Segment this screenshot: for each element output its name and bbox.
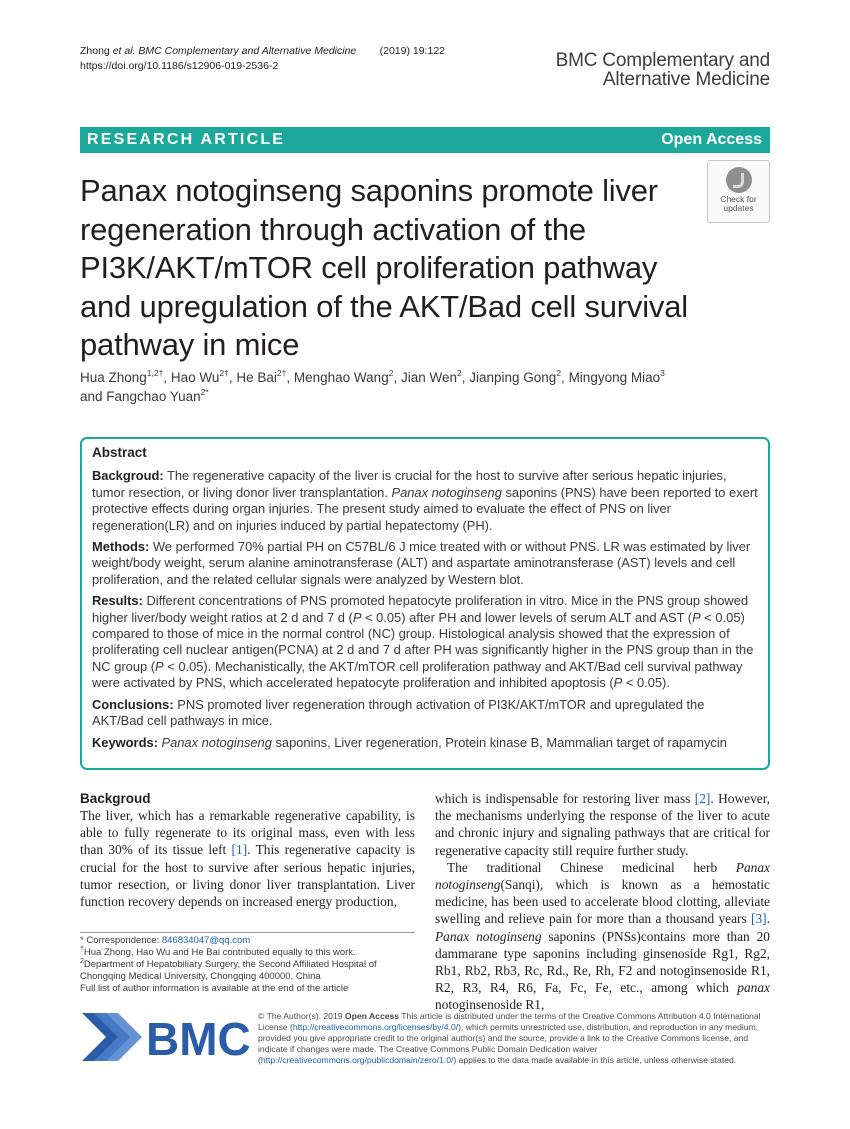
body-right-column bbox=[435, 790, 770, 1014]
journal-name-line2: Alternative Medicine bbox=[602, 69, 770, 90]
author[interactable]: Jianping Gong$^2$ bbox=[469, 368, 562, 385]
equal-contribution-note: †Hua Zhong, Hao Wu and He Bai contributed equally to this work. bbox=[80, 946, 356, 958]
article-type-banner bbox=[80, 127, 770, 153]
citation-ref[interactable]: [1] bbox=[231, 842, 248, 858]
doi-link[interactable]: https://doi.org/10.1186/s12906-019-2536-2 bbox=[80, 60, 279, 72]
author[interactable]: Hua Zhong$^{1,2\dagger}$ bbox=[80, 368, 164, 385]
footnote-divider bbox=[80, 932, 415, 933]
abstract-heading: Abstract bbox=[92, 445, 147, 460]
bmc-logo-text: BMC bbox=[146, 1013, 251, 1065]
abstract-conclusions: Conclusions: PNS promoted liver regeneration through activation of PI3K/AKT/mTOR and upregulated the AKT/Bad cell pathways in mice. bbox=[92, 696, 705, 729]
author[interactable]: Fangchao Yuan$^{2*}$ bbox=[106, 387, 209, 404]
author[interactable]: He Bai$^{2\dagger}$ bbox=[236, 368, 287, 385]
citation-etal: et al. bbox=[112, 45, 136, 57]
check-updates-line1: Check for bbox=[720, 194, 757, 204]
abstract-methods: Methods: We performed 70% partial PH on C57BL/6 J mice treated with or without PNS. LR was estimated by liver weight/body weight, serum alanine aminotransferase (ALT) and aspartate aminotransferase (AST) levels and cell proliferation, and the related cellular signals were analyzed by Western blot. bbox=[92, 539, 751, 587]
author[interactable]: Jian Wen$^2$ bbox=[400, 368, 462, 385]
citation-line bbox=[80, 44, 445, 59]
citation-ref[interactable]: [2] bbox=[694, 791, 711, 806]
abstract-background: Backgroud: The regenerative capacity of the liver is crucial for the host to survive after serious hepatic injuries, tumor resection, or living donor liver transplantation. Panax notoginseng saponins (PNS) have been reported to exert protective effects during organ injuries. The present study aimed to evaluate the effect of PNS on liver regeneration(LR) and on injuries induced by partial hepatectomy (PH). bbox=[92, 468, 758, 533]
section-heading-background: Backgroud bbox=[80, 791, 151, 806]
footnotes bbox=[80, 935, 415, 995]
correspondence-email[interactable]: 846834047@qq.com bbox=[161, 935, 251, 946]
body-paragraph: The traditional Chinese medicinal herb Panax notoginseng(Sanqi), which is known as a hemostatic medicine, has been used to accelerate blood clotting, alleviate swelling and relieve pain for more than a thousand years [3]. Panax notoginseng saponins (PNSs)contains more than 20 dammarane type saponins including ginsenoside Rg1, Rg2, Rb1, Rb2, Rb3, Rc, Rd., Re, Rh, F2 and notoginsenoside R1, R2, R3, R4, R6, Fa, Fc, Fe, etc., among which panax notoginsenoside R1, bbox=[435, 859, 770, 1013]
author-separator: and bbox=[80, 389, 107, 404]
citation-ref[interactable]: [3] bbox=[751, 911, 767, 927]
citation-journal: BMC Complementary and Alternative Medicine bbox=[135, 45, 357, 57]
cc-zero-link[interactable]: http://creativecommons.org/publicdomain/zero/1.0/ bbox=[260, 1055, 454, 1065]
affiliation-note: $^2$Department of Hepatobiliary Surgery, the Second Affiliated Hospital of Chongqing Medical University, Chongqing 400000, China bbox=[80, 958, 377, 982]
citation-authors: Zhong bbox=[80, 45, 113, 57]
body-paragraph: which is indispensable for restoring liver mass [2]. However, the mechanisms underlying the response of the liver to acute and chronic injury and signaling pathways that are critical for regenerative capacity still require further study. bbox=[435, 791, 770, 858]
abstract-box bbox=[80, 437, 770, 770]
article-title: Panax notoginseng saponins promote liver regeneration through activation of the PI3K/AKT/mTOR cell proliferation pathway and upregulation of the AKT/Bad cell survival pathway in mice bbox=[80, 173, 688, 362]
bmc-logo bbox=[80, 1005, 251, 1065]
check-updates-icon bbox=[726, 167, 752, 193]
cc-by-license-link[interactable]: http://creativecommons.org/licenses/by/4.0/ bbox=[292, 1022, 459, 1032]
author[interactable]: Menghao Wang$^2$ bbox=[293, 368, 394, 385]
open-access-label: Open Access bbox=[661, 131, 762, 148]
author[interactable]: Mingyong Miao$^3$ bbox=[568, 368, 665, 385]
license-statement: © The Author(s). 2019 Open Access This article is distributed under the terms of the Creative Commons Attribution 4.0 International License (http://creativecommons.org/licenses/by/4.0/), which permits unrestricted use, distribution, and reproduction in any medium, provided you give appropriate credit to the original author(s) and the source, provide a link to the Creative Commons license, and indicate if changes were made. The Creative Commons Public Domain Dedication waiver (http://creativecommons.org/publicdomain/zero/1.0/) applies to the data made available in this article, unless otherwise stated. bbox=[258, 1011, 761, 1065]
abstract-keywords: Keywords: Panax notoginseng saponins, Liver regeneration, Protein kinase B, Mammalian target of rapamycin bbox=[92, 734, 727, 750]
body-left-column bbox=[80, 790, 415, 910]
journal-name bbox=[556, 51, 770, 89]
body-paragraph: The liver, which has a remarkable regenerative capability, is able to fully regenerate to its original mass, even with less than 30% of its tissue left [1]. This regenerative capacity is crucial for the host to survive after serious hepatic injuries, tumor resection, or living donor liver transplantation. Liver function recovery depends on increased energy production, bbox=[80, 808, 415, 910]
journal-name-line1: BMC Complementary and bbox=[555, 50, 770, 71]
check-for-updates-badge[interactable] bbox=[707, 160, 770, 223]
full-list-note: Full list of author information is available at the end of the article bbox=[80, 983, 349, 994]
author-list: Hua Zhong$^{1,2\dagger}$, Hao $Wu^{2\dagger}$, He Bai$^{2\dagger}$, Menghao Wang$^2$, Jian Wen$^2$, Jianping Gong$^2$, Mingyong Miao$^3$ and Fangchao Yuan$^{2*}$ bbox=[80, 368, 665, 404]
running-header bbox=[80, 44, 445, 74]
author[interactable]: Hao $Wu^{2\dagger}$ bbox=[170, 368, 229, 385]
abstract-results: Results: Different concentrations of PNS promoted hepatocyte proliferation in vitro. Mice in the PNS group showed higher liver/body weight ratios at 2 d and 7 d (P < 0.05) after PH and lower levels of serum ALT and AST (P < 0.05) compared to those of mice in the normal control (NC) group. Histological analysis showed that the expression of proliferating cell nuclear antigen(PCNA) at 2 d and 7 d after PH was significantly higher in the PNS group than in the NC group (P < 0.05). Mechanistically, the AKT/mTOR cell proliferation pathway and AKT/Bad cell survival pathway were activated by PNS, which accelerated hepatocyte proliferation and inhibited apoptosis (P < 0.05). bbox=[92, 593, 754, 691]
citation-year: (2019) 19:122 bbox=[379, 45, 445, 57]
correspondence: * Correspondence: 846834047@qq.com bbox=[80, 935, 251, 946]
article-type: RESEARCH ARTICLE bbox=[87, 131, 286, 148]
check-updates-line2: updates bbox=[723, 203, 754, 213]
